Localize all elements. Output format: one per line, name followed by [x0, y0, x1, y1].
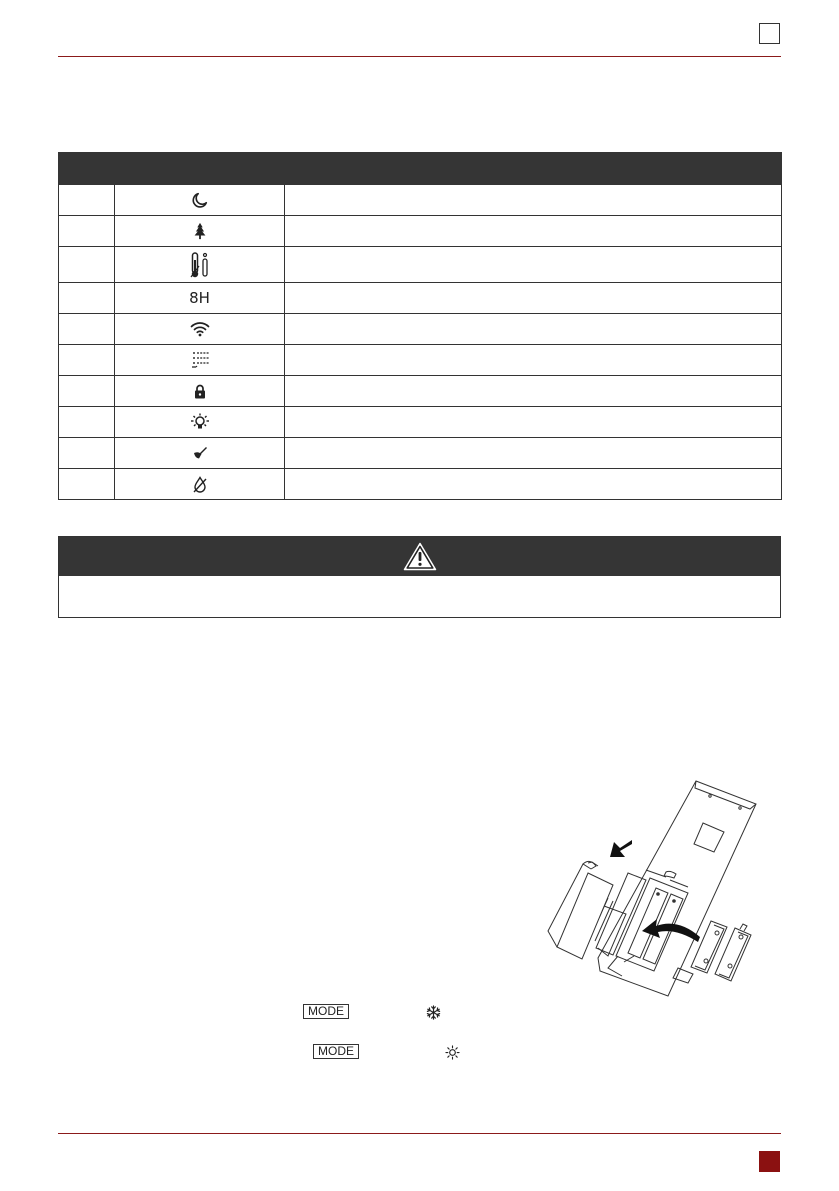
- tree-icon: [193, 222, 207, 240]
- temperature-icon: [190, 251, 210, 279]
- warning-triangle-icon: [403, 542, 437, 571]
- icon-table: [58, 152, 782, 500]
- page-number-badge: [759, 1151, 780, 1172]
- column-header: [285, 153, 782, 185]
- footer-rule: [58, 1133, 781, 1134]
- table-row: [59, 314, 782, 345]
- table-row: [59, 469, 782, 500]
- column-header: [59, 153, 115, 185]
- no-drip-icon: [192, 476, 208, 493]
- table-row: [59, 283, 782, 314]
- remote-battery-illustration: [528, 778, 763, 1000]
- sun-icon: [445, 1045, 460, 1060]
- mode-key-label: MODE: [303, 1004, 349, 1019]
- header-rule: [58, 56, 781, 57]
- lock-icon: [194, 384, 206, 399]
- warning-box: [58, 536, 781, 618]
- table-row: [59, 185, 782, 216]
- mode-key-label: MODE: [313, 1044, 359, 1059]
- table-row: [59, 247, 782, 283]
- moon-sleep-icon: [191, 191, 209, 209]
- table-row: [59, 438, 782, 469]
- warning-header: [59, 537, 780, 576]
- table-row: [59, 216, 782, 247]
- table-row: [59, 407, 782, 438]
- language-box: [759, 23, 780, 44]
- timer-8h-icon: 8H: [189, 289, 210, 307]
- table-row: [59, 376, 782, 407]
- clean-icon: [192, 446, 208, 460]
- snowflake-icon: [426, 1005, 441, 1020]
- light-bulb-icon: [190, 413, 210, 431]
- table-row: [59, 345, 782, 376]
- swing-icon: [190, 351, 210, 369]
- table-header-row: [59, 153, 782, 185]
- column-header: [115, 153, 285, 185]
- wifi-icon: [190, 321, 210, 337]
